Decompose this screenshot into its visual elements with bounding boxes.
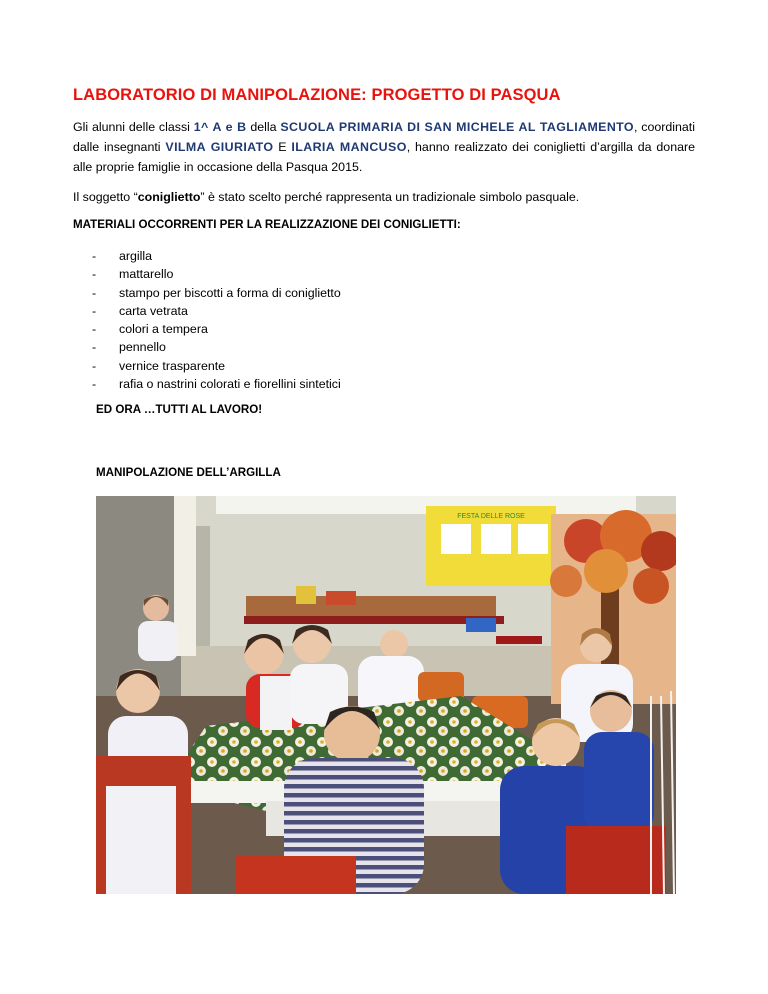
intro-text: , coordinati dalle insegnanti <box>73 120 695 154</box>
list-item <box>92 247 341 265</box>
call-to-action: ED ORA …TUTTI AL LAVORO! <box>96 403 263 416</box>
list-bullet: - <box>92 267 97 282</box>
list-item-label: carta vetrata <box>119 303 188 318</box>
subject-word: coniglietto <box>137 190 201 204</box>
intro-text: E <box>273 140 292 154</box>
classroom-photo <box>96 496 676 894</box>
intro-text: della <box>246 120 281 134</box>
classroom-photo-illustration <box>96 496 676 894</box>
list-item-label: mattarello <box>119 267 174 282</box>
list-item <box>92 302 341 320</box>
poster-text: FESTA DELLE ROSE <box>457 513 525 520</box>
list-bullet: - <box>92 303 97 318</box>
intro-text: Gli alunni delle classi <box>73 120 194 134</box>
list-item <box>92 338 341 356</box>
subject-paragraph <box>73 187 695 207</box>
list-item-label: argilla <box>119 249 153 263</box>
subject-text: Il soggetto “ <box>73 190 138 204</box>
list-bullet: - <box>92 358 97 373</box>
list-item <box>92 357 341 375</box>
list-item <box>92 375 341 393</box>
list-bullet: - <box>92 249 97 263</box>
list-bullet: - <box>92 322 97 337</box>
teacher-2-highlight: ILARIA MANCUSO <box>291 140 407 154</box>
list-bullet: - <box>92 285 97 300</box>
classes-highlight: 1^ A e B <box>193 120 247 134</box>
section-heading: MANIPOLAZIONE DELL’ARGILLA <box>96 466 281 479</box>
list-item-label: pennello <box>119 340 166 355</box>
page-title: LABORATORIO DI MANIPOLAZIONE: PROGETTO DI PASQUA <box>73 86 561 104</box>
intro-text: , hanno realizzato dei coniglietti d’argilla da donare alle proprie famiglie in occasione della Pasqua 2015. <box>73 140 695 174</box>
materials-list <box>92 247 341 393</box>
school-highlight: SCUOLA PRIMARIA DI SAN MICHELE AL TAGLIAMENTO <box>280 120 634 134</box>
materials-heading: MATERIALI OCCORRENTI PER LA REALIZZAZIONE DEI CONIGLIETTI: <box>73 218 461 231</box>
list-item <box>92 284 341 302</box>
intro-paragraph <box>73 117 695 177</box>
list-item <box>92 320 341 338</box>
list-bullet: - <box>92 377 97 392</box>
teacher-1-highlight: VILMA GIURIATO <box>165 140 274 154</box>
list-bullet: - <box>92 340 97 355</box>
list-item-label: colori a tempera <box>119 322 208 337</box>
subject-text: ” è stato scelto perché rappresenta un tradizionale simbolo pasquale. <box>200 190 580 204</box>
list-item-label: stampo per biscotti a forma di coniglietto <box>119 285 341 300</box>
list-item-label: vernice trasparente <box>119 358 226 373</box>
list-item <box>92 265 341 283</box>
list-item-label: rafia o nastrini colorati e fiorellini sintetici <box>119 377 341 392</box>
